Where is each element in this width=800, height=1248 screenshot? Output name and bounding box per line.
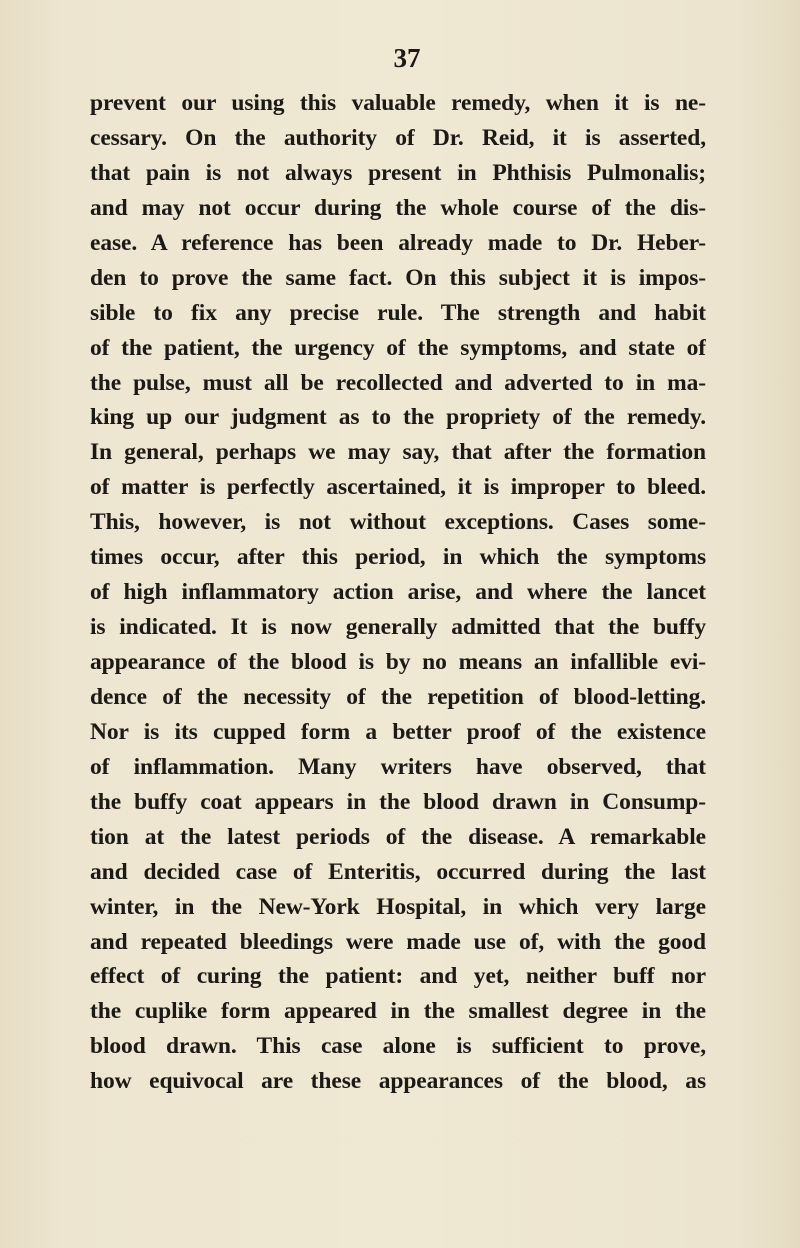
text-line: of high inflammatory action arise, and where the lancet — [90, 579, 706, 606]
text-line: and decided case of Enteritis, occurred during the last — [90, 858, 706, 885]
text-line: the buffy coat appears in the blood drawn in Consump- — [90, 788, 706, 815]
text-line: times occur, after this period, in which the symptoms — [90, 544, 706, 571]
text-line: cessary. On the authority of Dr. Reid, it is asserted, — [90, 124, 706, 151]
text-line: how equivocal are these appearances of the blood, as — [90, 1068, 706, 1095]
text-line: the cuplike form appeared in the smallest degree in the — [90, 998, 706, 1025]
text-line: and repeated bleedings were made use of, with the good — [90, 928, 706, 955]
text-line: appearance of the blood is by no means an infallible evi- — [90, 649, 706, 675]
text-line: blood drawn. This case alone is sufficient to prove, — [90, 1033, 706, 1060]
text-line: king up our judgment as to the propriety of the remedy. — [90, 404, 706, 431]
text-line: dence of the necessity of the repetition of blood-letting. — [90, 683, 706, 710]
text-line: ease. A reference has been already made to Dr. Heber- — [90, 229, 706, 256]
body-text — [90, 86, 706, 1099]
text-line: effect of curing the patient: and yet, neither buff nor — [90, 963, 706, 990]
page-number: 37 — [393, 43, 421, 73]
text-line: prevent our using this valuable remedy, when it is ne- — [90, 90, 706, 116]
text-line: and may not occur during the whole course of the dis- — [90, 194, 706, 221]
text-line: In general, perhaps we may say, that after the formation — [90, 439, 706, 466]
text-line: of the patient, the urgency of the symptoms, and state of — [90, 334, 706, 361]
text-line: sible to fix any precise rule. The strength and habit — [90, 299, 706, 326]
text-line: of matter is perfectly ascertained, it is improper to bleed. — [90, 474, 706, 501]
text-line: winter, in the New-York Hospital, in which very large — [90, 893, 706, 920]
text-line: den to prove the same fact. On this subject it is impos- — [90, 264, 706, 291]
text-line: of inflammation. Many writers have observed, that — [90, 753, 706, 780]
text-line: that pain is not always present in Phthisis Pulmonalis; — [90, 159, 706, 186]
text-line: This, however, is not without exceptions. Cases some- — [90, 509, 706, 536]
text-line: is indicated. It is now generally admitted that the buffy — [90, 614, 706, 641]
text-line: Nor is its cupped form a better proof of the existence — [90, 718, 706, 745]
text-line: the pulse, must all be recollected and adverted to in ma- — [90, 369, 706, 396]
text-line: tion at the latest periods of the disease. A remarkable — [90, 823, 706, 850]
